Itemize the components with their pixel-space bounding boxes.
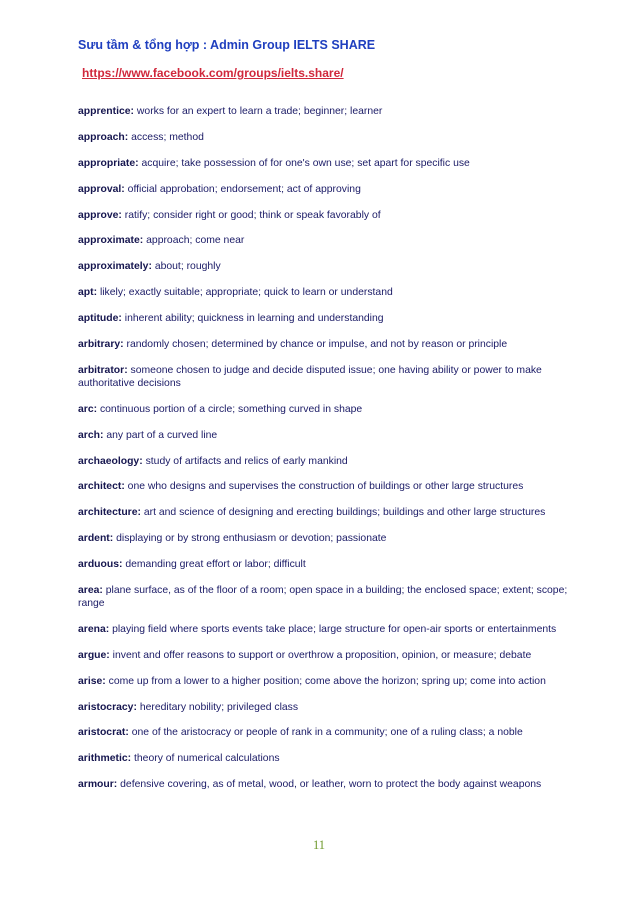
- vocabulary-entry: [78, 403, 568, 416]
- entry-term: aptitude:: [78, 313, 122, 325]
- entry-definition: likely; exactly suitable; appropriate; quick to learn or understand: [99, 287, 393, 299]
- entry-term: aristocracy:: [78, 701, 137, 713]
- entry-definition: plane surface, as of the floor of a room; open space in a building; the enclosed space; extent; scope; range: [78, 585, 568, 610]
- entry-term: approximate:: [78, 235, 144, 247]
- vocabulary-entry: [78, 726, 568, 739]
- entry-definition: theory of numerical calculations: [134, 753, 280, 765]
- entry-term: approve:: [78, 209, 122, 221]
- vocabulary-entry: [78, 364, 568, 390]
- entry-definition: inherent ability; quickness in learning and understanding: [124, 313, 384, 325]
- vocabulary-entry: [78, 183, 568, 196]
- entry-term: approximately:: [78, 261, 152, 273]
- entry-term: apt:: [78, 287, 98, 299]
- entry-term: arbitrator:: [78, 364, 128, 376]
- entry-term: archaeology:: [78, 455, 143, 467]
- header-title: Sưu tầm & tổng hợp : Admin Group IELTS SHARE: [78, 38, 376, 52]
- entry-definition: ratify; consider right or good; think or speak favorably of: [124, 209, 381, 221]
- vocabulary-entry: [78, 532, 568, 545]
- entry-definition: official approbation; endorsement; act of approving: [127, 183, 361, 195]
- entry-term: arch:: [78, 429, 104, 441]
- entry-term: argue:: [78, 649, 110, 661]
- vocabulary-entry: [78, 105, 568, 118]
- entry-definition: come up from a lower to a higher position; come above the horizon; spring up; come into action: [108, 675, 546, 687]
- vocabulary-entry: [78, 157, 568, 170]
- entry-definition: defensive covering, as of metal, wood, or leather, worn to protect the body against weapons: [120, 779, 542, 791]
- entry-term: arithmetic:: [78, 753, 132, 765]
- entry-definition: access; method: [131, 131, 204, 143]
- entry-term: architect:: [78, 481, 125, 493]
- entry-term: approval:: [78, 183, 125, 195]
- vocabulary-entry: [78, 778, 568, 791]
- entry-term: apprentice:: [78, 106, 135, 117]
- vocabulary-entry: [78, 623, 568, 636]
- entry-definition: any part of a curved line: [106, 429, 218, 441]
- page-number: 11: [312, 838, 326, 852]
- vocabulary-entry: [78, 649, 568, 662]
- entry-definition: acquire; take possession of for one's own use; set apart for specific use: [141, 157, 470, 169]
- entry-term: appropriate:: [78, 157, 139, 169]
- vocabulary-entry: [78, 480, 568, 493]
- entry-term: arbitrary:: [78, 339, 124, 351]
- entry-definition: demanding great effort or labor; difficult: [125, 559, 306, 571]
- vocabulary-entry: [78, 312, 568, 325]
- entry-definition: randomly chosen; determined by chance or impulse, and not by reason or principle: [126, 339, 508, 351]
- entry-term: architecture:: [78, 507, 141, 519]
- entry-term: area:: [78, 585, 103, 597]
- vocabulary-entry: [78, 234, 568, 247]
- entry-definition: one of the aristocracy or people of rank in a community; one of a ruling class; a noble: [131, 727, 523, 739]
- vocabulary-entry: [78, 429, 568, 442]
- vocabulary-entry: [78, 752, 568, 765]
- entry-term: arise:: [78, 675, 106, 687]
- vocabulary-entry: [78, 209, 568, 222]
- entry-definition: art and science of designing and erecting buildings; buildings and other large structures: [143, 507, 546, 519]
- vocabulary-entry: [78, 506, 568, 519]
- vocabulary-entry: [78, 338, 568, 351]
- vocabulary-entry: [78, 260, 568, 273]
- entry-definition: displaying or by strong enthusiasm or devotion; passionate: [116, 533, 387, 545]
- entry-definition: continuous portion of a circle; something curved in shape: [99, 403, 363, 415]
- vocabulary-entry: [78, 131, 568, 144]
- entry-term: arduous:: [78, 559, 123, 571]
- entry-term: arc:: [78, 403, 98, 415]
- facebook-group-link[interactable]: https://www.facebook.com/groups/ielts.share/: [82, 66, 344, 80]
- vocabulary-entry: [78, 455, 568, 468]
- vocabulary-entry: [78, 286, 568, 299]
- entry-definition: someone chosen to judge and decide disputed issue; one having ability or power to make authoritative decisions: [78, 364, 542, 389]
- vocabulary-entry: [78, 675, 568, 688]
- vocabulary-entry: [78, 558, 568, 571]
- entry-definition: one who designs and supervises the construction of buildings or other large structures: [127, 481, 524, 493]
- entry-definition: hereditary nobility; privileged class: [139, 701, 299, 713]
- entry-definition: playing field where sports events take place; large structure for open-air sports or entertainments: [112, 623, 557, 635]
- entry-term: aristocrat:: [78, 727, 129, 739]
- entry-term: armour:: [78, 779, 118, 791]
- entry-definition: approach; come near: [146, 235, 245, 247]
- entry-term: ardent:: [78, 533, 114, 545]
- entry-term: approach:: [78, 131, 129, 143]
- vocabulary-entry: [78, 584, 568, 610]
- entry-term: arena:: [78, 623, 110, 635]
- entry-definition: works for an expert to learn a trade; beginner; learner: [136, 106, 383, 117]
- vocabulary-entry: [78, 701, 568, 714]
- entry-definition: about; roughly: [154, 261, 221, 273]
- entry-definition: study of artifacts and relics of early mankind: [145, 455, 348, 467]
- vocabulary-list: [78, 105, 568, 804]
- entry-definition: invent and offer reasons to support or overthrow a proposition, opinion, or measure; debate: [112, 649, 532, 661]
